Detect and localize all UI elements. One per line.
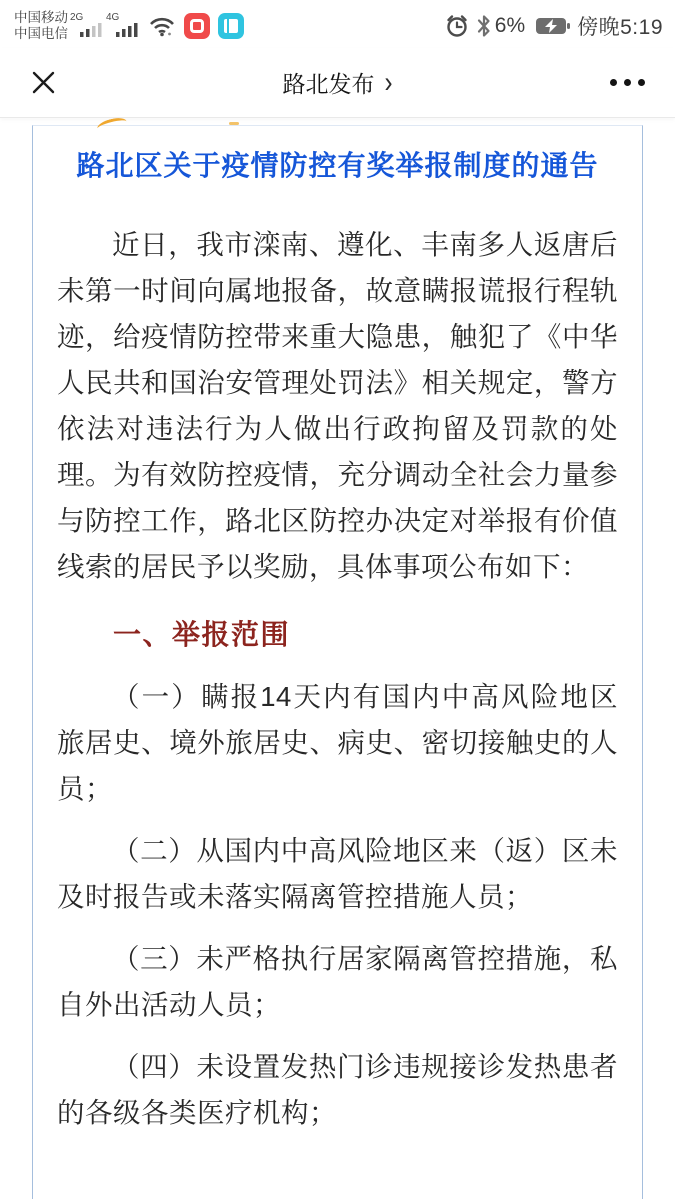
signal-strength-sim2	[106, 13, 138, 39]
battery-charging-icon	[535, 16, 571, 36]
section-heading-1: 一、举报范围	[113, 619, 291, 650]
signal-bars-icon	[116, 22, 138, 37]
signal-strength-sim1	[70, 13, 102, 39]
notification-app-icon-red	[184, 13, 210, 39]
nav-bar	[0, 48, 675, 118]
status-time: 傍晚5:19	[577, 16, 663, 39]
chevron-right-icon: ›	[384, 65, 393, 99]
account-name: 路北发布	[282, 71, 375, 97]
wifi-icon	[148, 15, 176, 37]
report-scope-item-2: （二）从国内中高风险地区来（返）区未及时报告或未落实隔离管控措施人员；	[57, 835, 618, 912]
more-dots-icon	[638, 79, 645, 86]
close-icon	[30, 69, 57, 96]
article-scroll-area[interactable]	[0, 118, 675, 1199]
intro-paragraph: 近日，我市滦南、遵化、丰南多人返唐后未第一时间向属地报备，故意瞒报谎报行程轨迹，给疫情防控带来重大隐患，触犯了《中华人民共和国治安管理处罚法》相关规定，警方依法对违法行为人做出行政拘留及罚款的处理。为有效防控疫情，充分调动全社会力量参与防控工作，路北区防控办决定对举报有价值线索的居民予以奖励，具体事项公布如下：	[57, 229, 618, 582]
network-type-4g: 4G	[106, 12, 120, 23]
bluetooth-icon	[476, 14, 492, 38]
more-menu-button[interactable]	[610, 69, 645, 96]
carrier-2-label: 中国电信	[14, 26, 68, 41]
official-account-title[interactable]	[283, 66, 393, 99]
alarm-icon	[444, 13, 470, 39]
battery-percent: 6%	[494, 14, 526, 37]
report-scope-item-1: （一）瞒报14天内有国内中高风险地区旅居史、境外旅居史、病史、密切接触史的人员；	[57, 681, 618, 804]
more-dots-icon	[610, 79, 617, 86]
report-scope-item-4: （四）未设置发热门诊违规接诊发热患者的各级各类医疗机构；	[57, 1051, 618, 1128]
status-bar	[0, 0, 675, 48]
decorative-orange-swoosh	[96, 116, 128, 135]
carrier-1-label: 中国移动	[14, 10, 68, 25]
signal-bars-icon	[80, 22, 102, 37]
article-title: 路北区关于疫情防控有奖举报制度的通告	[76, 150, 599, 181]
network-type-2g: 2G	[70, 12, 84, 23]
notification-app-icon-cyan	[218, 13, 244, 39]
close-button[interactable]	[30, 63, 70, 103]
article-card	[32, 125, 643, 1199]
more-dots-icon	[624, 79, 631, 86]
carrier-names	[14, 10, 68, 42]
decorative-orange-dash	[229, 122, 239, 125]
report-scope-item-3: （三）未严格执行居家隔离管控措施，私自外出活动人员；	[57, 943, 618, 1020]
